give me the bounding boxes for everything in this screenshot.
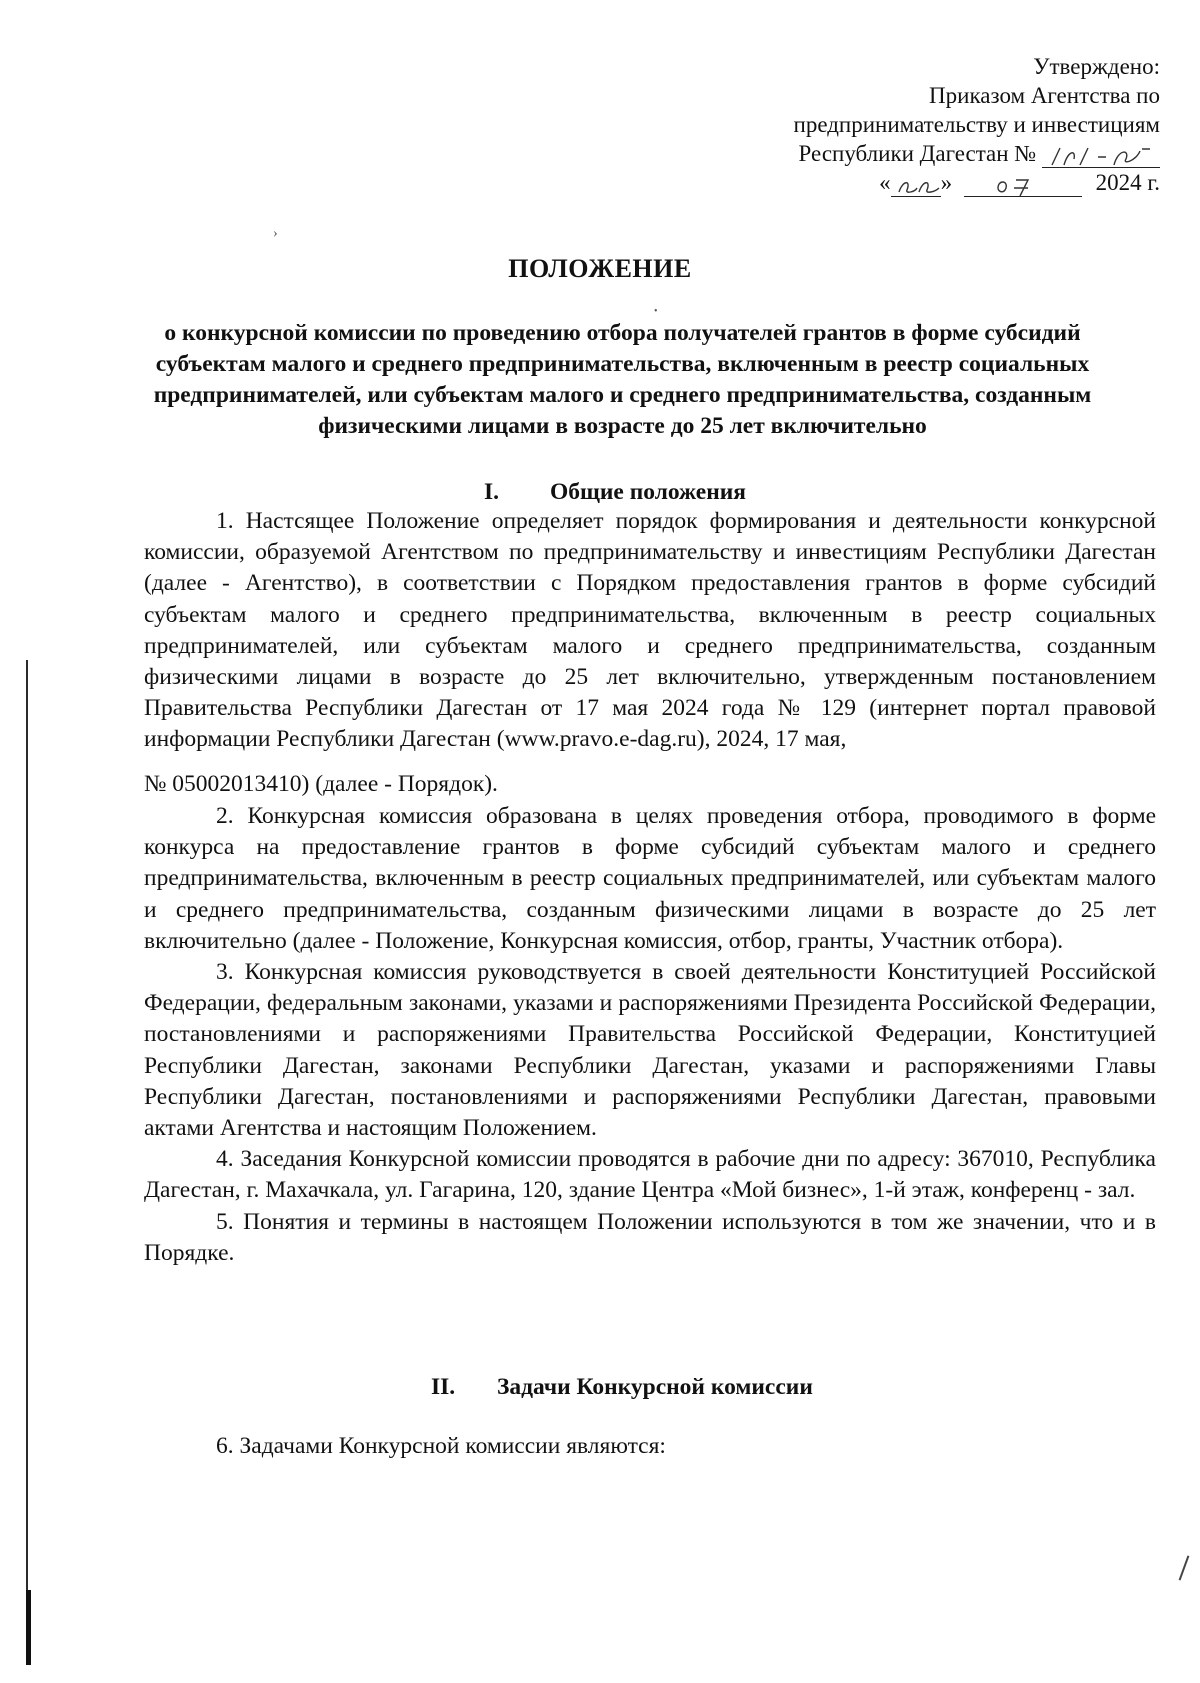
document-subtitle: о конкурсной комиссии по проведению отбора получателей грантов в форме субсидий субъектам малого и среднего предпринимательства, включенным в реестр социальных предпринимателей, или субъектам малого и среднего предпринимательства, созданным физическими лицами в возрасте до 25 лет включительно [153, 320, 1092, 439]
paragraph-1-tail: № 05002013410) (далее - Порядок). [144, 771, 498, 797]
section-1-number: I. [484, 479, 500, 505]
handwritten-order-number [1042, 143, 1160, 168]
scan-mark: › [273, 226, 278, 241]
scan-border-mark [26, 1590, 31, 1665]
section-2-number: II. [431, 1374, 456, 1400]
paragraph-2: 2. Конкурсная комиссия образована в целях проведения отбора, проводимого в форме конкурса на предоставление грантов в форме субсидий субъектам малого и среднего предпринимательства, включенным в реестр социальных предпринимателей, или субъектам малого и среднего предпринимательства, созданным физическими лицами в возрасте до 25 лет включительно (далее - Положение, Конкурсная комиссия, отбор, гранты, Участник отбора). [144, 803, 1156, 954]
approval-republic-prefix: Республики Дагестан № [798, 141, 1037, 166]
scan-corner-mark [1179, 1555, 1190, 1580]
approval-year: 2024 г. [1095, 170, 1160, 195]
paragraph-6: 6. Задачами Конкурсной комиссии являются: [216, 1433, 666, 1459]
document-title: ПОЛОЖЕНИЕ [508, 254, 692, 283]
section-1-body-cont [144, 801, 1156, 1269]
paragraph-4: 4. Заседания Конкурсной комиссии проводятся в рабочие дни по адресу: 367010, Республика Дагестан, г. Махачкала, ул. Гагарина, 120, здание Центра «Мой бизнес», 1-й этаж, конференц - зал. [144, 1146, 1156, 1204]
section-1-title: Общие положения [550, 479, 746, 505]
section-2-heading [431, 1374, 813, 1401]
handwritten-day [891, 172, 941, 197]
section-1-body [144, 506, 1156, 756]
paragraph-1: 1. Настсящее Положение определяет порядок формирования и деятельности конкурсной комиссии, образуемой Агентством по предпринимательству и инвестициям Республики Дагестан (далее - Агентство), в соответствии с Порядком предоставления грантов в форме субсидий субъектам малого и среднего предпринимательства, включенным в реестр социальных предпринимателей, или субъектам малого и среднего предпринимательства, созданным физическими лицами в возрасте до 25 лет включительно, утвержденным постановлением Правительства Республики Дагестан от 17 мая 2024 года № 129 (интернет портал правовой информации Республики Дагестан (www.pravo.e-dag.ru), 2024, 17 мая, [144, 508, 1156, 753]
approval-order-line: Приказом Агентства по [929, 83, 1160, 108]
scan-border-line [26, 660, 28, 1660]
approval-number-line [600, 139, 1160, 168]
section-2-title: Задачи Конкурсной комиссии [497, 1374, 813, 1400]
approval-stamp-block [600, 52, 1160, 197]
paragraph-5: 5. Понятия и термины в настоящем Положении используются в том же значении, что и в Порядке. [144, 1208, 1156, 1266]
section-1-heading [484, 479, 746, 506]
approval-agency-line: предпринимательству и инвестициям [793, 112, 1160, 137]
paragraph-3: 3. Конкурсная комиссия руководствуется в своей деятельности Конституцией Российской Федерации, федеральным законами, указами и распоряжениями Президента Российской Федерации, постановлениями и распоряжениями Правительства Российской Федерации, Конституцией Республики Дагестан, законами Республики Дагестан, указами и распоряжениями Главы Республики Дагестан, постановлениями и распоряжениями Республики Дагестан, правовыми актами Агентства и настоящим Положением. [144, 959, 1156, 1142]
scan-dot: • [654, 306, 658, 317]
approval-label: Утверждено: [1033, 54, 1160, 79]
approval-date-line: « » 2024 г. [879, 170, 1160, 195]
handwritten-month [964, 172, 1082, 197]
